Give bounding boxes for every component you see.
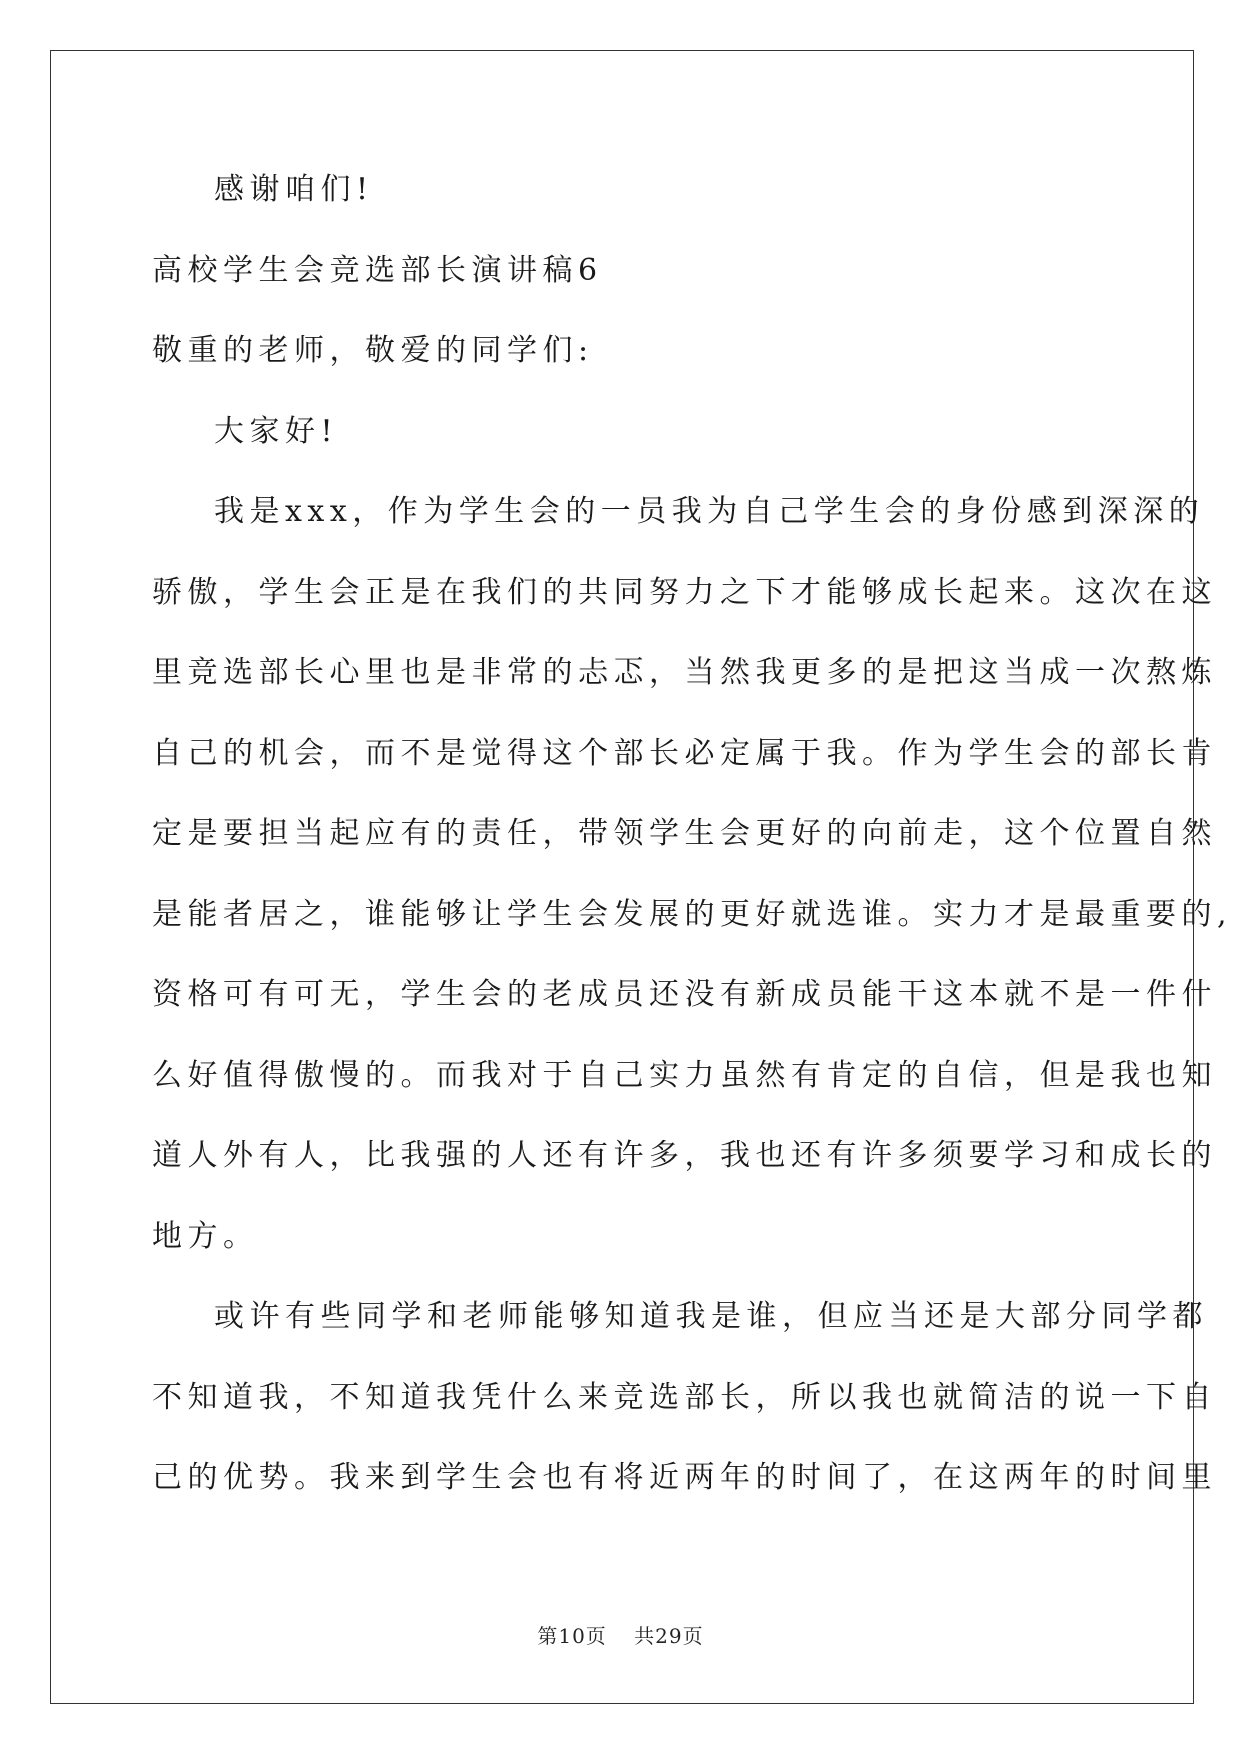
- text-line: 自己的机会，而不是觉得这个部长必定属于我。作为学生会的部长肯: [152, 735, 1217, 771]
- text-line: 不知道我，不知道我凭什么来竞选部长，所以我也就简洁的说一下自: [152, 1379, 1217, 1415]
- text-line: 么好值得傲慢的。而我对于自己实力虽然有肯定的自信，但是我也知: [152, 1057, 1217, 1093]
- page-footer: [0, 1620, 1241, 1649]
- text-line: 感谢咱们!: [214, 172, 374, 207]
- page-total: 共29页: [634, 1624, 704, 1648]
- text-line: 地方。: [152, 1218, 259, 1254]
- document-title: 高校学生会竞选部长演讲稿6: [152, 252, 603, 288]
- page-number: 第10页: [537, 1624, 607, 1648]
- greeting: 大家好!: [214, 413, 339, 449]
- text-line: 是能者居之，谁能够让学生会发展的更好就选谁。实力才是最重要的,: [152, 896, 1233, 932]
- text-line: 或许有些同学和老师能够知道我是谁，但应当还是大部分同学都: [214, 1299, 1208, 1334]
- salutation: 敬重的老师，敬爱的同学们:: [152, 333, 594, 368]
- text-line: 定是要担当起应有的责任，带领学生会更好的向前走，这个位置自然: [152, 816, 1217, 851]
- text-line: 道人外有人，比我强的人还有许多，我也还有许多须要学习和成长的: [152, 1138, 1217, 1173]
- text-line: 我是xxx，作为学生会的一员我为自己学生会的身份感到深深的: [214, 494, 1205, 529]
- text-line: 资格可有可无，学生会的老成员还没有新成员能干这本就不是一件什: [152, 977, 1217, 1012]
- text-line: 己的优势。我来到学生会也有将近两年的时间了，在这两年的时间里: [152, 1460, 1217, 1495]
- text-line: 骄傲，学生会正是在我们的共同努力之下才能够成长起来。这次在这: [152, 574, 1217, 610]
- document-body: [152, 160, 1233, 1529]
- text-line: 里竞选部长心里也是非常的忐忑，当然我更多的是把这当成一次熬炼: [152, 655, 1217, 690]
